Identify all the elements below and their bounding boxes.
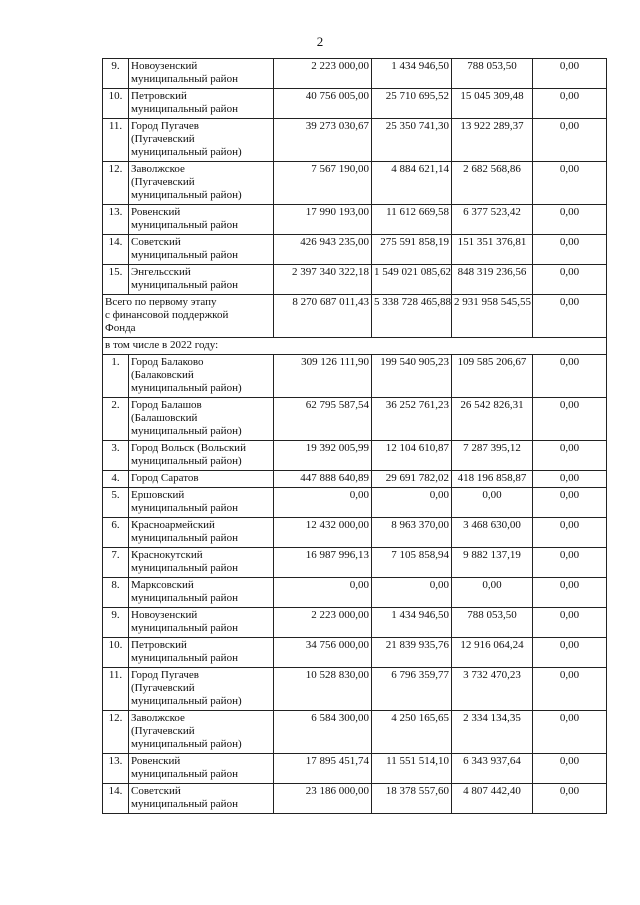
region-budget-cell: 788 053,50 bbox=[452, 608, 533, 638]
name-line: Город Саратов bbox=[131, 472, 199, 484]
name-line: муниципальный район bbox=[131, 562, 238, 574]
row-number: 9. bbox=[103, 608, 129, 638]
name-line: муниципальный район bbox=[131, 768, 238, 780]
table-row bbox=[103, 235, 607, 265]
local-budget-cell: 0,00 bbox=[533, 578, 607, 608]
name-line: муниципальный район) bbox=[131, 382, 242, 394]
local-budget-cell: 0,00 bbox=[533, 754, 607, 784]
table-row bbox=[103, 548, 607, 578]
name-line: Ровенский bbox=[131, 755, 181, 767]
fund-share-cell: 18 378 557,60 bbox=[372, 784, 452, 814]
municipality-name bbox=[129, 518, 274, 548]
row-number: 8. bbox=[103, 578, 129, 608]
total-row bbox=[103, 295, 607, 338]
fund-share-cell: 7 105 858,94 bbox=[372, 548, 452, 578]
name-line: (Балашовский bbox=[131, 412, 198, 424]
row-number: 3. bbox=[103, 441, 129, 471]
name-line: муниципальный район bbox=[131, 798, 238, 810]
section-header-row bbox=[103, 338, 607, 355]
name-line: муниципальный район) bbox=[131, 425, 242, 437]
row-number: 13. bbox=[103, 754, 129, 784]
name-line: Всего по первому этапу bbox=[105, 296, 217, 308]
fund-share-cell: 8 963 370,00 bbox=[372, 518, 452, 548]
name-line: муниципальный район) bbox=[131, 455, 242, 467]
local-budget-cell: 0,00 bbox=[533, 398, 607, 441]
local-budget-cell: 0,00 bbox=[533, 638, 607, 668]
region-budget-cell: 4 807 442,40 bbox=[452, 784, 533, 814]
name-line: Город Пугачев bbox=[131, 120, 199, 132]
fund-share-cell: 6 796 359,77 bbox=[372, 668, 452, 711]
fund-share-cell: 11 551 514,10 bbox=[372, 754, 452, 784]
local-budget-cell: 0,00 bbox=[533, 89, 607, 119]
municipality-name bbox=[129, 548, 274, 578]
local-budget-cell: 0,00 bbox=[533, 235, 607, 265]
table-row bbox=[103, 638, 607, 668]
region-budget-cell: 418 196 858,87 bbox=[452, 471, 533, 488]
name-line: Город Балаково bbox=[131, 356, 204, 368]
municipality-name bbox=[129, 441, 274, 471]
name-line: Красноармейский bbox=[131, 519, 215, 531]
municipality-name bbox=[129, 711, 274, 754]
fund-share-cell: 5 338 728 465,88 bbox=[372, 295, 452, 338]
total-cost-cell: 2 223 000,00 bbox=[274, 59, 372, 89]
municipality-name bbox=[129, 488, 274, 518]
region-budget-cell: 109 585 206,67 bbox=[452, 355, 533, 398]
name-line: Город Вольск (Вольский bbox=[131, 442, 246, 454]
local-budget-cell: 0,00 bbox=[533, 205, 607, 235]
fund-share-cell: 1 549 021 085,62 bbox=[372, 265, 452, 295]
total-cost-cell: 40 756 005,00 bbox=[274, 89, 372, 119]
total-label bbox=[103, 295, 274, 338]
table-row bbox=[103, 162, 607, 205]
table-row bbox=[103, 355, 607, 398]
row-number: 14. bbox=[103, 784, 129, 814]
name-line: муниципальный район bbox=[131, 279, 238, 291]
name-line: Город Балашов bbox=[131, 399, 202, 411]
municipality-name bbox=[129, 784, 274, 814]
municipality-name bbox=[129, 355, 274, 398]
total-cost-cell: 2 397 340 322,18 bbox=[274, 265, 372, 295]
total-cost-cell: 16 987 996,13 bbox=[274, 548, 372, 578]
row-number: 9. bbox=[103, 59, 129, 89]
local-budget-cell: 0,00 bbox=[533, 488, 607, 518]
region-budget-cell: 15 045 309,48 bbox=[452, 89, 533, 119]
row-number: 14. bbox=[103, 235, 129, 265]
municipality-name bbox=[129, 608, 274, 638]
table-row bbox=[103, 754, 607, 784]
municipality-name bbox=[129, 578, 274, 608]
municipality-name bbox=[129, 89, 274, 119]
local-budget-cell: 0,00 bbox=[533, 784, 607, 814]
region-budget-cell: 7 287 395,12 bbox=[452, 441, 533, 471]
table-row bbox=[103, 668, 607, 711]
row-number: 10. bbox=[103, 638, 129, 668]
municipality-name bbox=[129, 59, 274, 89]
local-budget-cell: 0,00 bbox=[533, 355, 607, 398]
municipality-name bbox=[129, 205, 274, 235]
name-line: муниципальный район bbox=[131, 249, 238, 261]
fund-share-cell: 12 104 610,87 bbox=[372, 441, 452, 471]
fund-share-cell: 21 839 935,76 bbox=[372, 638, 452, 668]
municipality-name bbox=[129, 235, 274, 265]
fund-share-cell: 0,00 bbox=[372, 578, 452, 608]
total-cost-cell: 309 126 111,90 bbox=[274, 355, 372, 398]
fund-share-cell: 4 250 165,65 bbox=[372, 711, 452, 754]
local-budget-cell: 0,00 bbox=[533, 471, 607, 488]
fund-share-cell: 199 540 905,23 bbox=[372, 355, 452, 398]
fund-share-cell: 25 710 695,52 bbox=[372, 89, 452, 119]
total-cost-cell: 7 567 190,00 bbox=[274, 162, 372, 205]
section-label: в том числе в 2022 году: bbox=[103, 338, 607, 355]
row-number: 12. bbox=[103, 162, 129, 205]
name-line: муниципальный район bbox=[131, 502, 238, 514]
name-line: муниципальный район) bbox=[131, 146, 242, 158]
name-line: Энгельсский bbox=[131, 266, 191, 278]
region-budget-cell: 2 931 958 545,55 bbox=[452, 295, 533, 338]
table-row bbox=[103, 205, 607, 235]
total-cost-cell: 426 943 235,00 bbox=[274, 235, 372, 265]
fund-share-cell: 275 591 858,19 bbox=[372, 235, 452, 265]
name-line: муниципальный район) bbox=[131, 738, 242, 750]
municipality-name bbox=[129, 754, 274, 784]
page-number: 2 bbox=[316, 34, 324, 49]
name-line: муниципальный район bbox=[131, 592, 238, 604]
row-number: 11. bbox=[103, 668, 129, 711]
region-budget-cell: 3 732 470,23 bbox=[452, 668, 533, 711]
name-line: муниципальный район bbox=[131, 652, 238, 664]
municipality-name bbox=[129, 119, 274, 162]
municipality-name bbox=[129, 398, 274, 441]
region-budget-cell: 26 542 826,31 bbox=[452, 398, 533, 441]
local-budget-cell: 0,00 bbox=[533, 295, 607, 338]
table-row bbox=[103, 784, 607, 814]
row-number: 2. bbox=[103, 398, 129, 441]
row-number: 6. bbox=[103, 518, 129, 548]
fund-share-cell: 25 350 741,30 bbox=[372, 119, 452, 162]
fund-share-cell: 36 252 761,23 bbox=[372, 398, 452, 441]
region-budget-cell: 2 334 134,35 bbox=[452, 711, 533, 754]
total-cost-cell: 10 528 830,00 bbox=[274, 668, 372, 711]
municipality-name bbox=[129, 162, 274, 205]
funding-table bbox=[102, 58, 607, 814]
region-budget-cell: 0,00 bbox=[452, 578, 533, 608]
name-line: с финансовой поддержкой bbox=[105, 309, 229, 321]
table-row bbox=[103, 59, 607, 89]
region-budget-cell: 6 343 937,64 bbox=[452, 754, 533, 784]
name-line: муниципальный район bbox=[131, 103, 238, 115]
name-line: Ершовский bbox=[131, 489, 185, 501]
fund-share-cell: 29 691 782,02 bbox=[372, 471, 452, 488]
row-number: 13. bbox=[103, 205, 129, 235]
municipality-name bbox=[129, 668, 274, 711]
name-line: Новоузенский bbox=[131, 60, 198, 72]
fund-share-cell: 1 434 946,50 bbox=[372, 59, 452, 89]
municipality-name bbox=[129, 638, 274, 668]
region-budget-cell: 6 377 523,42 bbox=[452, 205, 533, 235]
total-cost-cell: 8 270 687 011,43 bbox=[274, 295, 372, 338]
name-line: муниципальный район bbox=[131, 219, 238, 231]
total-cost-cell: 17 895 451,74 bbox=[274, 754, 372, 784]
table-row bbox=[103, 441, 607, 471]
local-budget-cell: 0,00 bbox=[533, 518, 607, 548]
name-line: (Пугачевский bbox=[131, 133, 195, 145]
table-row bbox=[103, 119, 607, 162]
name-line: (Пугачевский bbox=[131, 176, 195, 188]
row-number: 1. bbox=[103, 355, 129, 398]
region-budget-cell: 12 916 064,24 bbox=[452, 638, 533, 668]
municipality-name bbox=[129, 265, 274, 295]
municipality-name bbox=[129, 471, 274, 488]
name-line: Город Пугачев bbox=[131, 669, 199, 681]
table-row bbox=[103, 518, 607, 548]
row-number: 12. bbox=[103, 711, 129, 754]
local-budget-cell: 0,00 bbox=[533, 668, 607, 711]
fund-share-cell: 0,00 bbox=[372, 488, 452, 518]
name-line: Советский bbox=[131, 236, 181, 248]
fund-share-cell: 11 612 669,58 bbox=[372, 205, 452, 235]
local-budget-cell: 0,00 bbox=[533, 59, 607, 89]
name-line: Петровский bbox=[131, 639, 187, 651]
row-number: 7. bbox=[103, 548, 129, 578]
region-budget-cell: 848 319 236,56 bbox=[452, 265, 533, 295]
region-budget-cell: 3 468 630,00 bbox=[452, 518, 533, 548]
total-cost-cell: 0,00 bbox=[274, 578, 372, 608]
total-cost-cell: 23 186 000,00 bbox=[274, 784, 372, 814]
region-budget-cell: 2 682 568,86 bbox=[452, 162, 533, 205]
region-budget-cell: 13 922 289,37 bbox=[452, 119, 533, 162]
name-line: муниципальный район) bbox=[131, 695, 242, 707]
fund-share-cell: 4 884 621,14 bbox=[372, 162, 452, 205]
name-line: Краснокутский bbox=[131, 549, 203, 561]
total-cost-cell: 19 392 005,99 bbox=[274, 441, 372, 471]
total-cost-cell: 447 888 640,89 bbox=[274, 471, 372, 488]
table-row bbox=[103, 471, 607, 488]
name-line: Заволжское bbox=[131, 163, 185, 175]
name-line: Заволжское bbox=[131, 712, 185, 724]
local-budget-cell: 0,00 bbox=[533, 162, 607, 205]
name-line: муниципальный район) bbox=[131, 189, 242, 201]
table-row bbox=[103, 608, 607, 638]
table-row bbox=[103, 578, 607, 608]
local-budget-cell: 0,00 bbox=[533, 608, 607, 638]
name-line: муниципальный район bbox=[131, 73, 238, 85]
row-number: 4. bbox=[103, 471, 129, 488]
local-budget-cell: 0,00 bbox=[533, 548, 607, 578]
table-row bbox=[103, 265, 607, 295]
total-cost-cell: 12 432 000,00 bbox=[274, 518, 372, 548]
table-row bbox=[103, 711, 607, 754]
funding-table-body bbox=[103, 59, 607, 814]
region-budget-cell: 788 053,50 bbox=[452, 59, 533, 89]
name-line: (Балаковский bbox=[131, 369, 194, 381]
total-cost-cell: 0,00 bbox=[274, 488, 372, 518]
name-line: муниципальный район bbox=[131, 532, 238, 544]
local-budget-cell: 0,00 bbox=[533, 265, 607, 295]
table-row bbox=[103, 398, 607, 441]
row-number: 15. bbox=[103, 265, 129, 295]
name-line: муниципальный район bbox=[131, 622, 238, 634]
name-line: Фонда bbox=[105, 322, 136, 334]
table-row bbox=[103, 89, 607, 119]
total-cost-cell: 6 584 300,00 bbox=[274, 711, 372, 754]
region-budget-cell: 9 882 137,19 bbox=[452, 548, 533, 578]
name-line: Советский bbox=[131, 785, 181, 797]
total-cost-cell: 2 223 000,00 bbox=[274, 608, 372, 638]
table-row bbox=[103, 488, 607, 518]
row-number: 5. bbox=[103, 488, 129, 518]
name-line: (Пугачевский bbox=[131, 682, 195, 694]
total-cost-cell: 62 795 587,54 bbox=[274, 398, 372, 441]
name-line: (Пугачевский bbox=[131, 725, 195, 737]
name-line: Петровский bbox=[131, 90, 187, 102]
total-cost-cell: 34 756 000,00 bbox=[274, 638, 372, 668]
name-line: Марксовский bbox=[131, 579, 194, 591]
local-budget-cell: 0,00 bbox=[533, 441, 607, 471]
row-number: 10. bbox=[103, 89, 129, 119]
total-cost-cell: 17 990 193,00 bbox=[274, 205, 372, 235]
name-line: Новоузенский bbox=[131, 609, 198, 621]
local-budget-cell: 0,00 bbox=[533, 711, 607, 754]
total-cost-cell: 39 273 030,67 bbox=[274, 119, 372, 162]
region-budget-cell: 151 351 376,81 bbox=[452, 235, 533, 265]
row-number: 11. bbox=[103, 119, 129, 162]
name-line: Ровенский bbox=[131, 206, 181, 218]
fund-share-cell: 1 434 946,50 bbox=[372, 608, 452, 638]
region-budget-cell: 0,00 bbox=[452, 488, 533, 518]
local-budget-cell: 0,00 bbox=[533, 119, 607, 162]
